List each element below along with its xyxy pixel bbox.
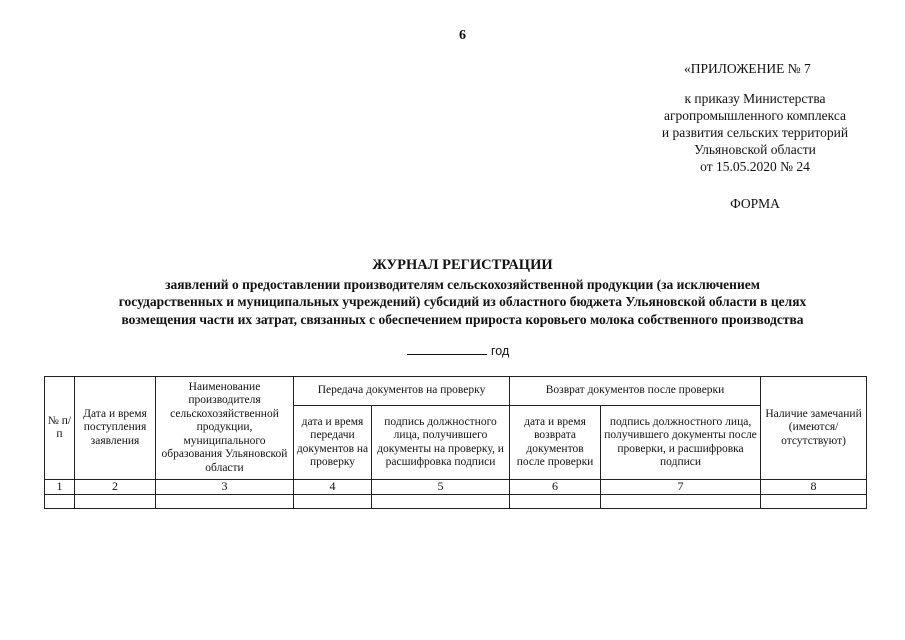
appendix-line: и развития сельских территорий <box>661 125 849 140</box>
table-cell <box>75 495 156 509</box>
column-number-cell: 3 <box>156 480 294 495</box>
document-heading <box>40 257 885 328</box>
header-cell-producer: Наименование производителя сельскохозяйственной продукции, муниципального образования Ульяновской области <box>156 377 294 480</box>
header-cell-transfer-date: дата и время передачи документов на проверку <box>294 406 372 480</box>
column-number-cell: 2 <box>75 480 156 495</box>
document-title: ЖУРНАЛ РЕГИСТРАЦИИ <box>372 257 553 273</box>
appendix-order-date: от 15.05.2020 № 24 <box>700 159 810 174</box>
table-cell <box>510 495 601 509</box>
appendix-title: «ПРИЛОЖЕНИЕ № 7 <box>684 61 811 76</box>
column-number-cell: 7 <box>601 480 761 495</box>
column-number-cell: 8 <box>761 480 867 495</box>
table-cell <box>294 495 372 509</box>
form-label: ФОРМА <box>730 196 780 211</box>
year-line <box>407 343 509 358</box>
table-cell <box>761 495 867 509</box>
appendix-line: к приказу Министерства <box>684 91 826 106</box>
year-label: год <box>491 344 510 358</box>
column-number-cell: 1 <box>45 480 75 495</box>
registration-journal-table <box>44 376 867 509</box>
header-cell-number: № п/п <box>45 377 75 480</box>
year-blank-field <box>407 343 487 355</box>
document-subtitle-line: заявлений о предоставлении производителям сельскохозяйственной продукции (за исключением <box>165 276 760 292</box>
column-number-row <box>45 480 867 495</box>
table-row <box>45 495 867 509</box>
header-group-return: Возврат документов после проверки <box>510 377 761 406</box>
table-cell <box>156 495 294 509</box>
header-group-transfer: Передача документов на проверку <box>294 377 510 406</box>
column-number-cell: 4 <box>294 480 372 495</box>
header-cell-return-date: дата и время возврата документов после проверки <box>510 406 601 480</box>
header-cell-transfer-signature: подпись должностного лица, получившего документы на проверку, и расшифровка подписи <box>372 406 510 480</box>
document-subtitle-line: государственных и муниципальных учреждений) субсидий из областного бюджета Ульяновской области в целях <box>118 294 807 309</box>
page-number: 6 <box>459 28 466 43</box>
table-cell <box>601 495 761 509</box>
header-cell-remarks: Наличие замечаний (имеются/ отсутствуют) <box>761 377 867 480</box>
appendix-block <box>640 60 870 212</box>
column-number-cell: 5 <box>372 480 510 495</box>
table-cell <box>45 495 75 509</box>
appendix-line: агропромышленного комплекса <box>664 108 846 123</box>
column-number-cell: 6 <box>510 480 601 495</box>
table-cell <box>372 495 510 509</box>
document-subtitle-line: возмещения части их затрат, связанных с обеспечением прироста коровьего молока собственного производства <box>121 311 804 327</box>
header-cell-date: Дата и время поступления заявления <box>75 377 156 480</box>
appendix-line: Ульяновской области <box>694 142 816 157</box>
header-cell-return-signature: подпись должностного лица, получившего документы после проверки, и расшифровка подписи <box>601 406 761 480</box>
